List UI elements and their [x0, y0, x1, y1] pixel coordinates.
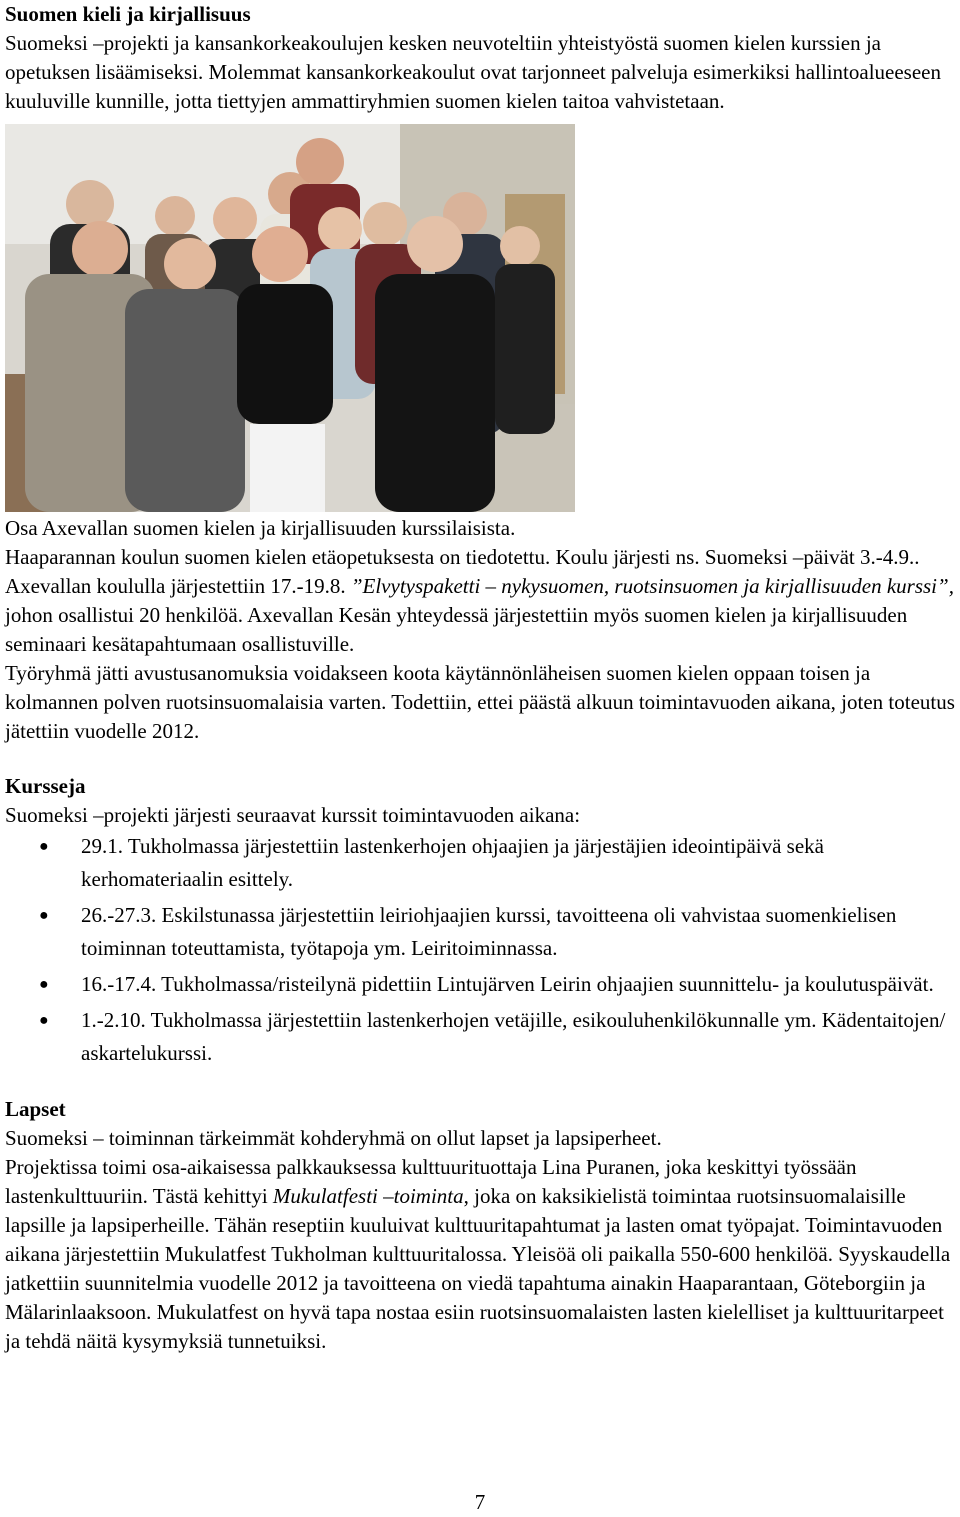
lapset-text-b: , joka on kaksikielistä toimintaa ruotsinsuomalaisille lapsille ja lapsiperheille. Tähän reseptiin kuuluivat kulttuuritapahtumat ja lasten omat työpajat. Toimintavuoden aikana järjestettiin Mukulatfest Tukholman kulttuuritalossa. Yleisöä oli paikalla 550-600 henkilöä. Syyskaudella jatkettiin suunnitelmia vuodelle 2012 ja tavoitteena on viedä tapahtuma ainakin Haaparantaan, Göteborgiin ja Mälarinlaaksoon. Mukulatfest on hyvä tapa nostaa esiin ruotsinsuomalaisten lasten kielelliset ja kulttuuritarpeet ja tehdä näitä kysymyksiä tunnetuiksi.	[5, 1184, 951, 1353]
section-spacer	[5, 1073, 957, 1095]
course-item-text: 26.-27.3. Eskilstunassa järjestettiin leiriohjaajien kurssi, tavoitteena oli vahvistaa suomenkielisen toiminnan toteuttamista, työtapoja ym. Leiritoiminnassa.	[81, 903, 897, 960]
lapset-paragraph-2	[5, 1153, 957, 1356]
section-lapset	[5, 1095, 957, 1356]
bullet-icon: ●	[39, 838, 49, 855]
list-item	[5, 899, 957, 965]
bullet-icon: ●	[39, 907, 49, 924]
lapset-paragraph-1: Suomeksi – toiminnan tärkeimmät kohderyhmä on ollut lapset ja lapsiperheet.	[5, 1126, 662, 1150]
kursseja-intro: Suomeksi –projekti järjesti seuraavat kurssit toimintavuoden aikana:	[5, 803, 581, 827]
course-list	[5, 830, 957, 1070]
course-item-text: 1.-2.10. Tukholmassa järjestettiin lastenkerhojen vetäjille, esikouluhenkilökunnalle ym. Kädentaitojen/ askartelukurssi.	[81, 1008, 946, 1065]
mukulatfesti-italic: Mukulatfesti –toiminta	[272, 1184, 464, 1208]
list-item	[5, 968, 957, 1001]
list-item	[5, 830, 957, 896]
haaparanta-text-b: johon osallistui 20 henkilöä. Axevallan Kesän yhteydessä järjestettiin myös suomen kielen ja kirjallisuuden seminaari kesätapahtumaan osallistuville.	[5, 603, 908, 656]
list-item	[5, 1004, 957, 1070]
section-heading-lapset: Lapset	[5, 1097, 66, 1121]
haaparanta-text-a: Haaparannan koulun suomen kielen etäopetuksesta on tiedotettu. Koulu järjesti ns. Suomeksi –päivät 3.-4.9.. Axevallan koululla järjestettiin 17.-19.8.	[5, 545, 920, 598]
bullet-icon: ●	[39, 1012, 49, 1029]
haaparanta-paragraph	[5, 543, 957, 659]
photo-caption: Osa Axevallan suomen kielen ja kirjallisuuden kurssilaisista.	[5, 516, 516, 540]
bullet-icon: ●	[39, 976, 49, 993]
section-heading-kursseja: Kursseja	[5, 774, 86, 798]
tyoryhma-paragraph: Työryhmä jätti avustusanomuksia voidakseen koota käytännönläheisen suomen kielen oppaan toisen ja kolmannen polven ruotsinsuomalaisia varten. Todettiin, ettei päästä alkuun toimintavuoden aikana, joten toteutus jätettiin vuodelle 2012.	[5, 661, 955, 743]
course-item-text: 16.-17.4. Tukholmassa/risteilynä pidettiin Lintujärven Leirin ohjaajien suunnittelu- ja koulutuspäivät.	[81, 972, 934, 996]
lapset-text-a: Projektissa toimi osa-aikaisessa palkkauksessa kulttuurituottaja Lina Puranen, joka keskittyi työssään lastenkulttuuriin. Tästä kehittyi	[5, 1155, 857, 1208]
section-intro-paragraph: Suomeksi –projekti ja kansankorkeakoulujen kesken neuvoteltiin yhteistyöstä suomen kielen kurssien ja opetuksen lisäämiseksi. Molemmat kansankorkeakoulut ovat tarjonneet palveluja esimerkiksi hallintoalueeseen kuuluville kunnille, jotta tiettyjen ammattiryhmien suomen kielen taitoa vahvistetaan.	[5, 31, 941, 113]
section-suomen-kieli	[5, 0, 957, 746]
section-spacer	[5, 746, 957, 772]
course-item-text: 29.1. Tukholmassa järjestettiin lastenkerhojen ohjaajien ja järjestäjien ideointipäivä sekä kerhomateriaalin esittely.	[81, 834, 824, 891]
page-number: 7	[474, 1490, 486, 1514]
document-page	[5, 0, 957, 1356]
course-title-italic: ”Elvytyspaketti – nykysuomen, ruotsinsuomen ja kirjallisuuden kurssi”,	[350, 574, 954, 598]
section-heading-suomen-kieli: Suomen kieli ja kirjallisuus	[5, 2, 251, 26]
group-photo	[5, 124, 575, 512]
section-kursseja	[5, 772, 957, 1070]
